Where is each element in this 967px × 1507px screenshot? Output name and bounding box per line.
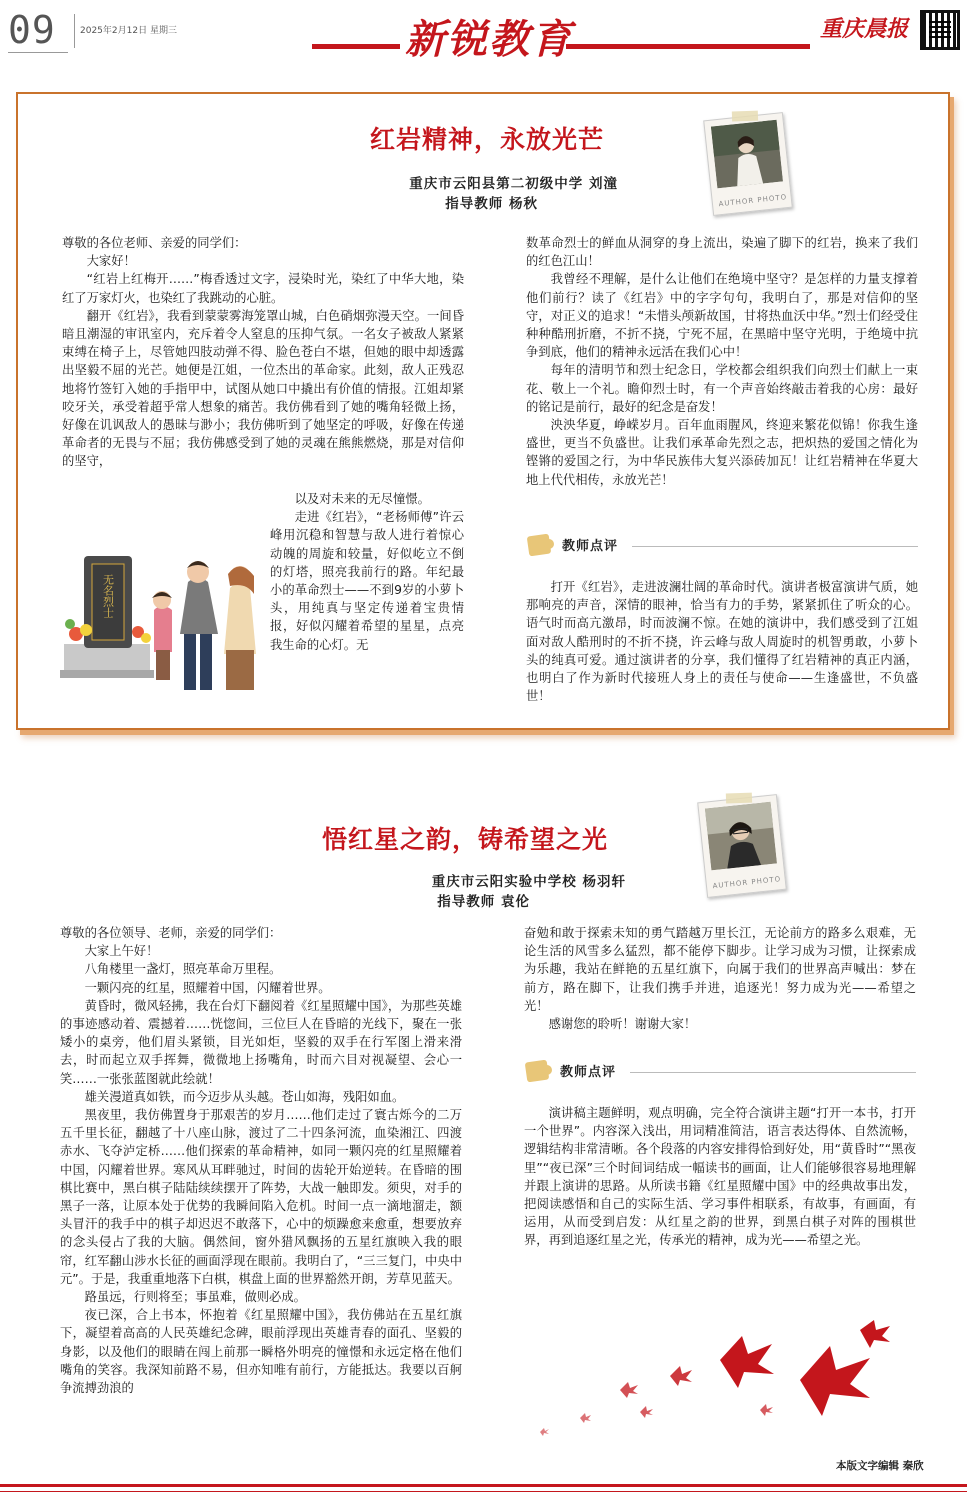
- paragraph: 尊敬的各位老师、亲爱的同学们：: [62, 236, 247, 250]
- article-title: 悟红星之韵，铸希望之光: [322, 825, 609, 854]
- author-photo: [703, 112, 793, 216]
- paragraph: 每年的清明节和烈士纪念日，学校都会组织我们向烈士们献上一束花、敬上一个礼。瞻仰烈士时，有一个声音始终敲击着我的心房：最好的铭记是前行，最好的纪念是奋发！: [526, 363, 918, 414]
- article-title: 红岩精神，永放光芒: [370, 125, 605, 154]
- paragraph: 八角楼里一盏灯，照亮革命万里程。: [84, 962, 282, 977]
- teacher-comment-tag: [524, 1056, 616, 1084]
- teacher-line: 指导教师 杨秋: [445, 196, 538, 212]
- paragraph: 黄昏时，微风轻拂，我在台灯下翻阅着《红星照耀中国》，为那些英雄的事迹感动着、震撼着……恍惚间，三位巨人在昏暗的光线下，聚在一张矮小的桌旁，他们眉头紧锁，目光如炬，坚毅的双手在行军图上滑来滑去，时而起立双手挥舞，微微地上扬嘴角，时而六目对视凝望、会心一笑……一张张蓝图就此绘就！: [60, 998, 462, 1086]
- paragraph: 大家好！: [86, 254, 136, 269]
- author-line: 重庆市云阳实验中学校 杨羽轩: [431, 874, 626, 890]
- paragraph: 走进《红岩》，“老杨师傅”许云峰用沉稳和智慧与敌人进行着惊心动魄的周旋和较量，好似屹立不倒的灯塔，照亮我前行的路。年纪最小的革命烈士——不到9岁的小萝卜头，用纯真与坚定传递着宝贵情报，好似闪耀着希望的星星，点亮我生命的心灯。无: [270, 510, 464, 652]
- masthead-red-bar: [312, 44, 400, 49]
- right-column: [524, 924, 916, 1033]
- author-photo-image: [711, 120, 783, 189]
- paragraph: 数革命烈士的鲜血从洞穿的身上流出，染遍了脚下的红岩，换来了我们的红色江山！: [526, 236, 918, 269]
- teacher-comment-tag: [526, 530, 618, 558]
- issue-date: 2025年2月12日 星期三: [80, 26, 177, 36]
- paragraph: 雄关漫道真如铁，而今迈步从头越。苍山如海，残阳如血。: [84, 1089, 405, 1104]
- masthead-red-bar: [566, 44, 810, 49]
- masthead: [0, 0, 967, 62]
- page-number: 09: [8, 8, 56, 52]
- teacher-comment: [524, 1104, 916, 1250]
- paragraph: 泱泱华夏，峥嵘岁月。百年血雨腥风，终迎来繁花似锦！你我生逢盛世，更当不负盛世。让我们承革命先烈之志，把炽热的爱国之情化为铿锵的爱国之行，为中华民族伟大复兴添砖加瓦！让红岩精神在华夏大地上代代相传，永放光芒！: [526, 418, 918, 487]
- paragraph: “红岩上红梅开……”梅香透过文字，浸染时光，染红了中华大地，染红了万家灯火，也染红了我跳动的心脏。: [62, 272, 464, 305]
- footer-rule: [0, 1484, 967, 1487]
- tomb-text: 无名烈士: [101, 574, 115, 618]
- paragraph: 路虽远，行则将至；事虽难，做则必成。: [84, 1290, 306, 1305]
- paragraph: 奋勉和敢于探索未知的勇气踏越万里长江，无论前方的路多么艰难，无论生活的风雪多么猛烈，都不能停下脚步。让学习成为习惯，让探索成为乐趣，我站在鲜艳的五星红旗下，向属于我们的世界高声喊出：梦在前方，路在脚下，让我们携手并进，追逐光！努力成为光——希望之光！: [524, 926, 916, 1013]
- left-column: [60, 924, 462, 1397]
- teacher-comment-label: 教师点评: [560, 1064, 617, 1080]
- author-photo-image: [705, 802, 777, 871]
- memorial-illustration: [58, 534, 263, 704]
- puzzle-icon: [526, 531, 556, 557]
- section-title: 新锐教育: [405, 16, 573, 63]
- left-column-tail: [270, 490, 464, 654]
- red-birds-decoration: [520, 1320, 920, 1450]
- paragraph: 我曾经不理解，是什么让他们在绝境中坚守？是怎样的力量支撑着他们前行？读了《红岩》中的字字句句，我明白了，那是对信仰的坚守，对正义的追求！“未惜头颅新故国，甘将热血沃中华。”烈士们经受住种种酷刑折磨，不折不挠，宁死不屈，在黑暗中坚守光明，于绝境中抗争到底，他们的精神永远活在我们心中！: [526, 272, 918, 360]
- divider: [74, 14, 75, 48]
- teacher-line: 指导教师 袁伦: [437, 894, 530, 910]
- teacher-comment: [526, 578, 918, 705]
- puzzle-icon: [524, 1057, 554, 1083]
- paragraph: 打开《红岩》，走进波澜壮阔的革命时代。演讲者极富演讲气质，她那响亮的声音，深情的眼神，恰当有力的手势，紧紧抓住了听众的心。语气时而高亢激昂，时而波澜不惊。在她的演讲中，我们感受到了江姐面对敌人酷刑时的不折不挠，许云峰与敌人周旋时的机智勇敢，小萝卜头的纯真可爱。通过演讲者的分享，我们懂得了红岩精神的真正内涵，也明白了作为新时代接班人身上的责任与使命——生逢盛世，不负盛世！: [526, 580, 918, 704]
- divider: [630, 1072, 916, 1073]
- footer-rule: [0, 1491, 967, 1492]
- newspaper-logo: 重庆晨报: [820, 16, 909, 42]
- paragraph: 翻开《红岩》，我看到蒙蒙雾海笼罩山城，白色硝烟弥漫天空。一间昏暗且潮湿的审讯室内，充斥着令人窒息的压抑气氛。一名女子被敌人紧紧束缚在椅子上，尽管她四肢动弹不得、脸色苍白不堪，但她的眼中却透露出坚毅不屈的光芒。她便是江姐，一位杰出的革命家。此刻，敌人正残忍地将竹签钉入她的手指甲中，试图从她口中撬出有价值的情报。江姐却紧咬牙关，承受着超乎常人想象的痛苦。我仿佛看到了她的嘴角轻微上扬，好像在讥讽敌人的愚昧与渺小；我仿佛听到了她坚定的呼吸，好像在传递革命者的无畏与不屈；我仿佛感受到了她的灵魂在熊熊燃烧，那是对信仰的坚守，: [62, 308, 464, 469]
- paragraph: 尊敬的各位领导、老师，亲爱的同学们：: [60, 926, 282, 940]
- paragraph: 夜已深，合上书本，怀抱着《红星照耀中国》，我仿佛站在五星红旗下，凝望着高高的人民英雄纪念碑，眼前浮现出英雄青春的面孔、坚毅的身影，以及他们的眼睛在闯上前那一瞬格外明亮的憧憬和永远定格在他们嘴角的笑容。我深知前路不易，但亦知唯有前行，方能抵达。我要以百舸争流搏劲浪的: [60, 1308, 462, 1396]
- paragraph: 黑夜里，我仿佛置身于那艰苦的岁月……他们走过了寰古烁今的二万五千里长征，翻越了十八座山脉，渡过了二十四条河流，血染湘江、四渡赤水、飞夺泸定桥……他们探索的革命精神，如同一颗闪亮的红星照耀着中国，闪耀着世界。寒风从耳畔驰过，时间的齿轮开始逆转。在昏暗的围棋比赛中，黑白棋子陆陆续续摆开了阵势，大战一触即发。须臾，对手的黑子一落，让原本处于优势的我瞬间陷入危机。时间一点一滴地溜走，额头冒汗的我手中的棋子却迟迟不敢落下，心中的烦躁愈来愈重，想要放弃的念头侵占了我的大脑。偶然间，窗外猎风飘扬的五星红旗映入我的眼帘，红军翻山涉水长征的画面浮现在眼前。我明白了，“三三复门，中央中元”。于是，我重重地落下白棋，棋盘上面的世界豁然开朗，芳草见蓝天。: [60, 1108, 462, 1286]
- divider: [8, 52, 68, 53]
- left-column: [62, 234, 464, 471]
- article-red-rock: [16, 92, 950, 730]
- paragraph: 大家上午好！: [84, 944, 159, 959]
- author-photo: [697, 794, 787, 898]
- teacher-comment-label: 教师点评: [562, 538, 619, 554]
- author-line: 重庆市云阳县第二初级中学 刘潼: [409, 176, 618, 192]
- photo-caption: AUTHOR PHOTO: [712, 875, 782, 891]
- qr-code-icon[interactable]: [920, 10, 960, 50]
- divider: [632, 546, 918, 547]
- paragraph: 感谢您的聆听！谢谢大家！: [548, 1017, 697, 1032]
- right-column: [526, 234, 918, 489]
- paragraph: 以及对未来的无尽憧憬。: [294, 492, 430, 506]
- photo-caption: AUTHOR PHOTO: [718, 193, 788, 209]
- paragraph: 一颗闪亮的红星，照耀着中国，闪耀着世界。: [84, 980, 331, 995]
- editor-credit: 本版文字编辑 秦欣: [836, 1460, 924, 1472]
- paragraph: 演讲稿主题鲜明，观点明确，完全符合演讲主题“打开一本书，打开一个世界”。内容深入浅出，用词精准简洁，语言表达得体、自然流畅，逻辑结构非常清晰。各个段落的内容安排得恰到好处，用“黄昏时”“黑夜里”“夜已深”三个时间词结成一幅读书的画面，让人们能够很容易地理解并跟上演讲的思路。从所读书籍《红星照耀中国》中的经典故事出发，把阅读感悟和自己的实际生活、学习事件相联系，有故事，有画面，有运用，从而受到启发：从红星之韵的世界，到黑白棋子对阵的围棋世界，再到追逐红星之光，传承光的精神，成为光——希望之光。: [524, 1106, 916, 1248]
